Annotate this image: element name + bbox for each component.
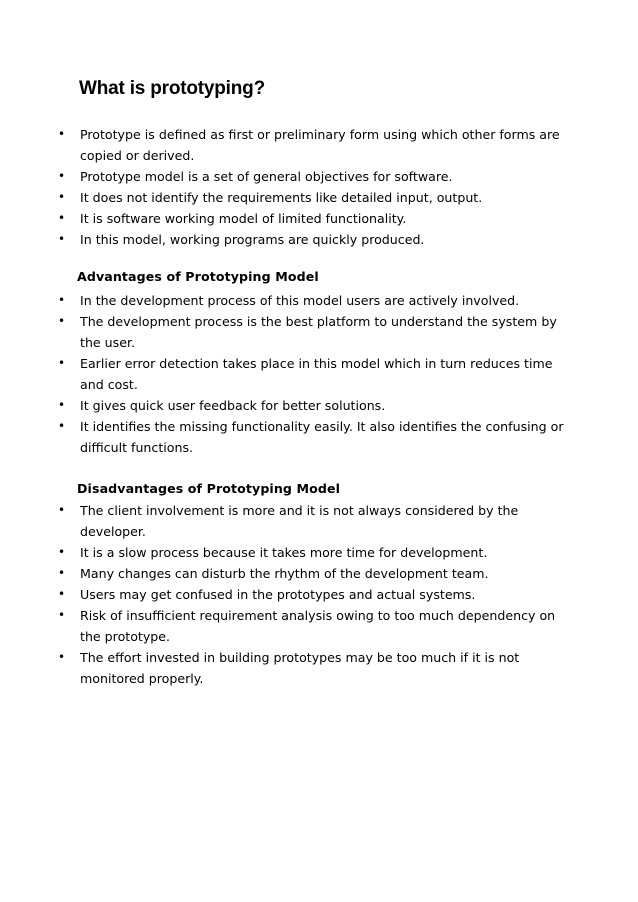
- list-item-text: It is a slow process because it takes more time for development.: [80, 545, 488, 560]
- bullet-icon: •: [58, 608, 66, 622]
- page-title: What is prototyping?: [79, 78, 265, 99]
- bullet-icon: •: [58, 398, 66, 412]
- bullet-icon: •: [58, 293, 66, 307]
- list-item: [0, 647, 638, 689]
- list-item-text: It identifies the missing functionality easily. It also identifies the confusing or difficult functions.: [80, 419, 564, 455]
- bullet-icon: •: [58, 211, 66, 225]
- bullet-icon: •: [58, 190, 66, 204]
- list-item: [0, 187, 638, 208]
- list-item: [0, 500, 638, 542]
- bullet-icon: •: [58, 587, 66, 601]
- list-item-text: The client involvement is more and it is not always considered by the developer.: [80, 503, 519, 539]
- list-item: [0, 605, 638, 647]
- list-item-text: Prototype model is a set of general objectives for software.: [80, 169, 453, 184]
- list-item-text: In the development process of this model users are actively involved.: [80, 293, 520, 308]
- bullet-icon: •: [58, 356, 66, 370]
- bullet-icon: •: [58, 545, 66, 559]
- list-item-text: In this model, working programs are quickly produced.: [80, 232, 425, 247]
- list-item: [0, 563, 638, 584]
- list-item: [0, 124, 638, 166]
- list-item-text: Risk of insufficient requirement analysis owing to too much dependency on the prototype.: [80, 608, 556, 644]
- list-item-text: Many changes can disturb the rhythm of the development team.: [80, 566, 489, 581]
- advantages-heading: Advantages of Prototyping Model: [77, 269, 319, 284]
- advantages-list: [0, 290, 638, 458]
- bullet-icon: •: [58, 503, 66, 517]
- bullet-icon: •: [58, 650, 66, 664]
- list-item-text: It does not identify the requirements like detailed input, output.: [80, 190, 483, 205]
- list-item: [0, 353, 638, 395]
- list-item-text: Prototype is defined as first or preliminary form using which other forms are copied or derived.: [80, 127, 560, 163]
- bullet-icon: •: [58, 127, 66, 141]
- list-item-text: It is software working model of limited functionality.: [80, 211, 407, 226]
- bullet-icon: •: [58, 169, 66, 183]
- list-item: [0, 311, 638, 353]
- list-item: [0, 542, 638, 563]
- bullet-icon: •: [58, 419, 66, 433]
- list-item: [0, 416, 638, 458]
- list-item-text: Earlier error detection takes place in this model which in turn reduces time and cost.: [80, 356, 553, 392]
- list-item: [0, 229, 638, 250]
- list-item: [0, 395, 638, 416]
- disadvantages-list: [0, 500, 638, 689]
- list-item: [0, 208, 638, 229]
- list-item-text: The development process is the best platform to understand the system by the user.: [80, 314, 557, 350]
- list-item: [0, 166, 638, 187]
- bullet-icon: •: [58, 232, 66, 246]
- list-item-text: The effort invested in building prototypes may be too much if it is not monitored properly.: [80, 650, 520, 686]
- list-item: [0, 584, 638, 605]
- intro-bullet-list: [0, 124, 638, 250]
- list-item: [0, 290, 638, 311]
- disadvantages-heading: Disadvantages of Prototyping Model: [77, 481, 341, 496]
- list-item-text: It gives quick user feedback for better solutions.: [80, 398, 386, 413]
- list-item-text: Users may get confused in the prototypes and actual systems.: [80, 587, 476, 602]
- bullet-icon: •: [58, 314, 66, 328]
- bullet-icon: •: [58, 566, 66, 580]
